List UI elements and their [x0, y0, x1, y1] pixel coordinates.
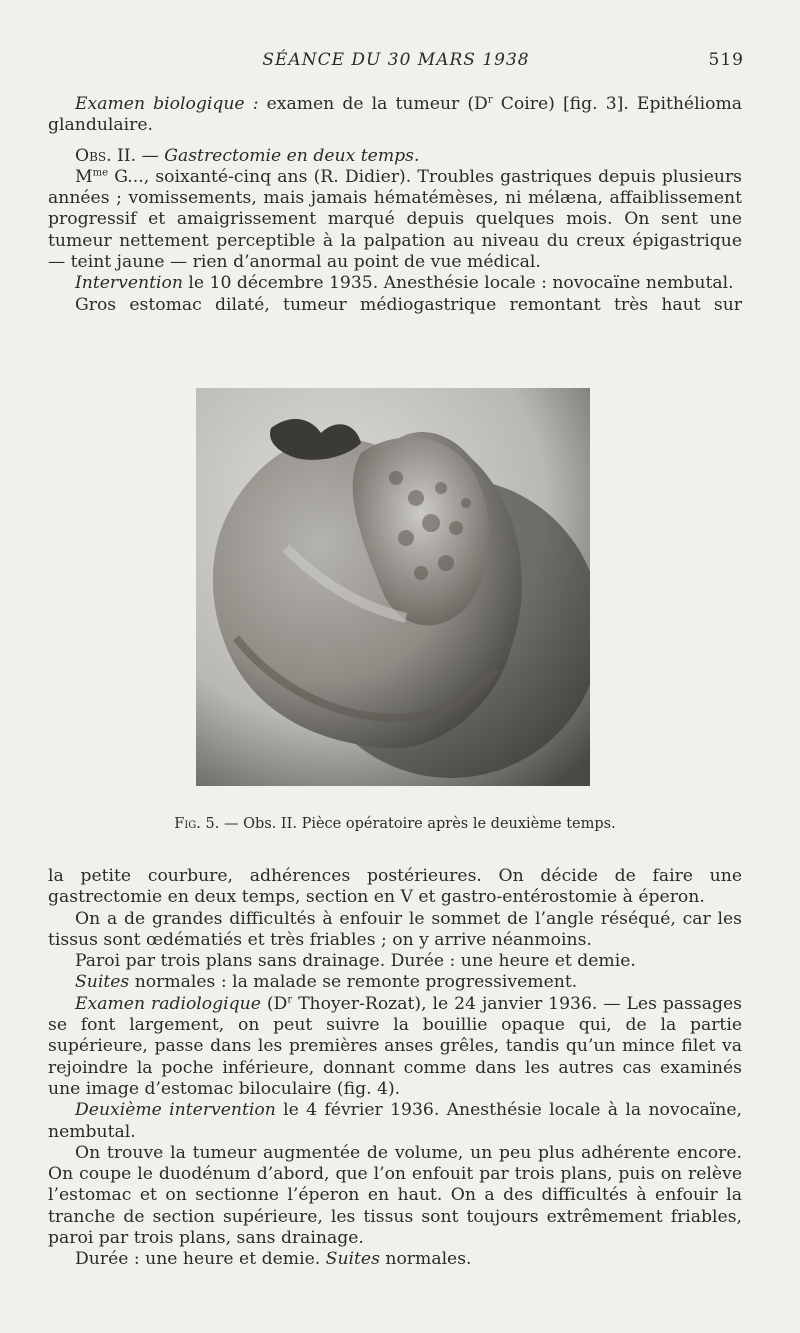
paragraph-difficultes: On a de grandes difficultés à enfouir le sommet de l’angle réséqué, car les tissus sont œdématiés et très friables ; on y arrive néanmoins. — [48, 908, 742, 950]
paragraph-continuation: la petite courbure, adhérences postérieures. On décide de faire une gastrectomie en deux temps, section en V et gastro-entérostomie à éperon. — [48, 866, 742, 908]
running-title: SÉANCE DU 30 MARS 1938 — [262, 50, 530, 70]
running-header — [48, 50, 744, 74]
text-block-top — [48, 94, 742, 316]
paragraph-duree: Durée : une heure et demie. Suites normales. — [75, 1249, 472, 1270]
figure-specimen-photo — [196, 388, 590, 786]
figure-caption — [48, 816, 742, 832]
paragraph-examen-biologique: Examen biologique : examen de la tumeur ($D^r$ Coire) [fig. 3]. Epithélioma glandulaire. — [48, 94, 742, 136]
paragraph-tumeur-augmentee: On trouve la tumeur augmentée de volume, un peu plus adhérente encore. On coupe le duodénum d’abord, que l’on enfouit par trois plans, puis on relève l’estomac et on sectionne l’éperon en haut. On a des difficultés à enfouir la tranche de section supérieure, les tissus sont toujours extrêmement friables, paroi par trois plans, sans drainage. — [48, 1142, 742, 1249]
paragraph-patient: $M^{me}$ G..., soixanté-cinq ans (R. Didier). Troubles gastriques depuis plusieurs années ; vomissements, mais jamais hématémèses, ni mélæna, affaiblissement progressif et amaigrissement marqué depuis quelques mois. On sent une tumeur nettement perceptible à la palpation au niveau du creux épigastrique — teint jaune — rien d’anormal au point de vue médical. — [48, 166, 742, 273]
label-suites: Suites — [75, 972, 130, 993]
paragraph-gros-estomac: Gros estomac dilaté, tumeur médiogastrique remontant très haut sur — [75, 294, 742, 315]
label-intervention: Intervention — [75, 273, 183, 294]
caption-text: — Obs. II. Pièce opératoire après le deuxième temps. — [219, 816, 616, 832]
caption-label: Fig. 5. — [174, 816, 220, 832]
label-suites-final: Suites — [325, 1249, 380, 1270]
paragraph-suites: Suites normales : la malade se remonte progressivement. — [75, 972, 578, 993]
label-examen-biologique: Examen biologique : — [75, 94, 259, 114]
label-deuxieme-intervention: Deuxième intervention — [75, 1100, 276, 1121]
page-number: 519 — [708, 50, 744, 70]
obs-title: Gastrectomie en deux temps. — [164, 145, 420, 166]
label-examen-radiologique: Examen radiologique — [75, 993, 261, 1014]
obs-label: Obs. II. — [75, 145, 137, 166]
obs-heading: Obs. II. — Gastrectomie en deux temps. — [75, 145, 420, 166]
text-block-bottom — [48, 866, 742, 1271]
paragraph-examen-radiologique: Examen radiologique ($D^r$ Thoyer-Rozat), le 24 janvier 1936. — Les passages se font largement, on peut suivre la bouillie opaque qui, de la partie supérieure, passe dans les premières anses grêles, tandis qu’un mince filet va rejoindre la poche inférieure, donnant comme dans les autres cas examinés une image d’estomac biloculaire (fig. 4). — [48, 993, 742, 1099]
specimen-image — [196, 388, 590, 786]
paragraph-paroi: Paroi par trois plans sans drainage. Durée : une heure et demie. — [75, 951, 636, 972]
paragraph-deuxieme-intervention: Deuxième intervention le 4 février 1936. Anesthésie locale à la novocaïne, nembutal. — [48, 1100, 743, 1142]
paragraph-intervention: Intervention le 10 décembre 1935. Anesthésie locale : novocaïne nembutal. — [75, 273, 734, 294]
